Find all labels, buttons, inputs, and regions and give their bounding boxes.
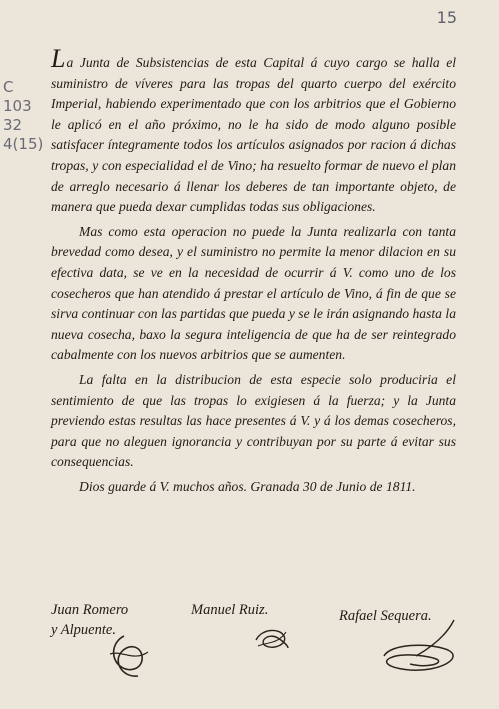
paragraph-3: La falta en la distribucion de esta especie solo produciria el sentimiento de que las tropas lo exigiesen á la fuerza; y la Junta previendo estas resultas las hace presentes á V. y á los demas cosecheros, para que no aleguen ignorancia y contribuyan por su parte á evitar sus consequencias. [51, 371, 456, 470]
margin-note: C [3, 78, 14, 96]
letter-body [51, 44, 456, 501]
margin-annotations [3, 78, 47, 154]
rubric-flourish-icon [380, 618, 462, 676]
margin-note: 32 [3, 116, 23, 134]
rubric-flourish-icon [104, 632, 154, 682]
paragraph-2: Mas como esta operacion no puede la Junta realizarla con tanta brevedad como desea, y el suministro no permite la menor dilacion en su efectiva data, se ve en la necesidad de ocurrir á V. como uno de los cosecheros que han atendido á prestar el artículo de Vino, á fin de que se sirva continuar con las partidas que pueda y se le irán asignando hasta la nueva cosecha, baxo la segura inteligencia de que ha de ser reintegrado cabalmente con los nuevos arbitrios que se aumenten. [51, 223, 456, 363]
signatory-name: Juan Romero [51, 602, 129, 618]
rubric-flourish-icon [254, 624, 290, 652]
signatory-name: Manuel Ruiz. [191, 602, 269, 618]
signature-manuel-ruiz [191, 600, 268, 620]
drop-cap: L [51, 44, 66, 73]
signatory-name-line2: y Alpuente. [51, 622, 116, 638]
paragraph-1 [51, 44, 456, 218]
closing-line: Dios guarde á V. muchos años. Granada 30 de Junio de 1811. [79, 478, 416, 494]
paragraph-1-text: a Junta de Subsistencias de esta Capital á cuyo cargo se halla el suministro de víveres para las tropas del quarto cuerpo del exército Imperial, habiendo experimentado que con los arbitrios que el Gobierno le aplicó en el año próximo, no le ha sido de modo alguno posible satisfacer íntegramente todos los artículos asignados por racion á dichas tropas, y con especialidad el de Vino; ha resuelto formar de nuevo el plan de arreglo necesario á llenar los deberes de tan importante objeto, de manera que pueda dexar cumplidas todas sus obligaciones. [51, 55, 456, 215]
margin-note: 103 [3, 97, 32, 115]
folio-number: 15 [436, 8, 457, 27]
margin-note: 4(15) [3, 135, 44, 153]
signatory-name: Rafael Sequera. [339, 608, 432, 624]
